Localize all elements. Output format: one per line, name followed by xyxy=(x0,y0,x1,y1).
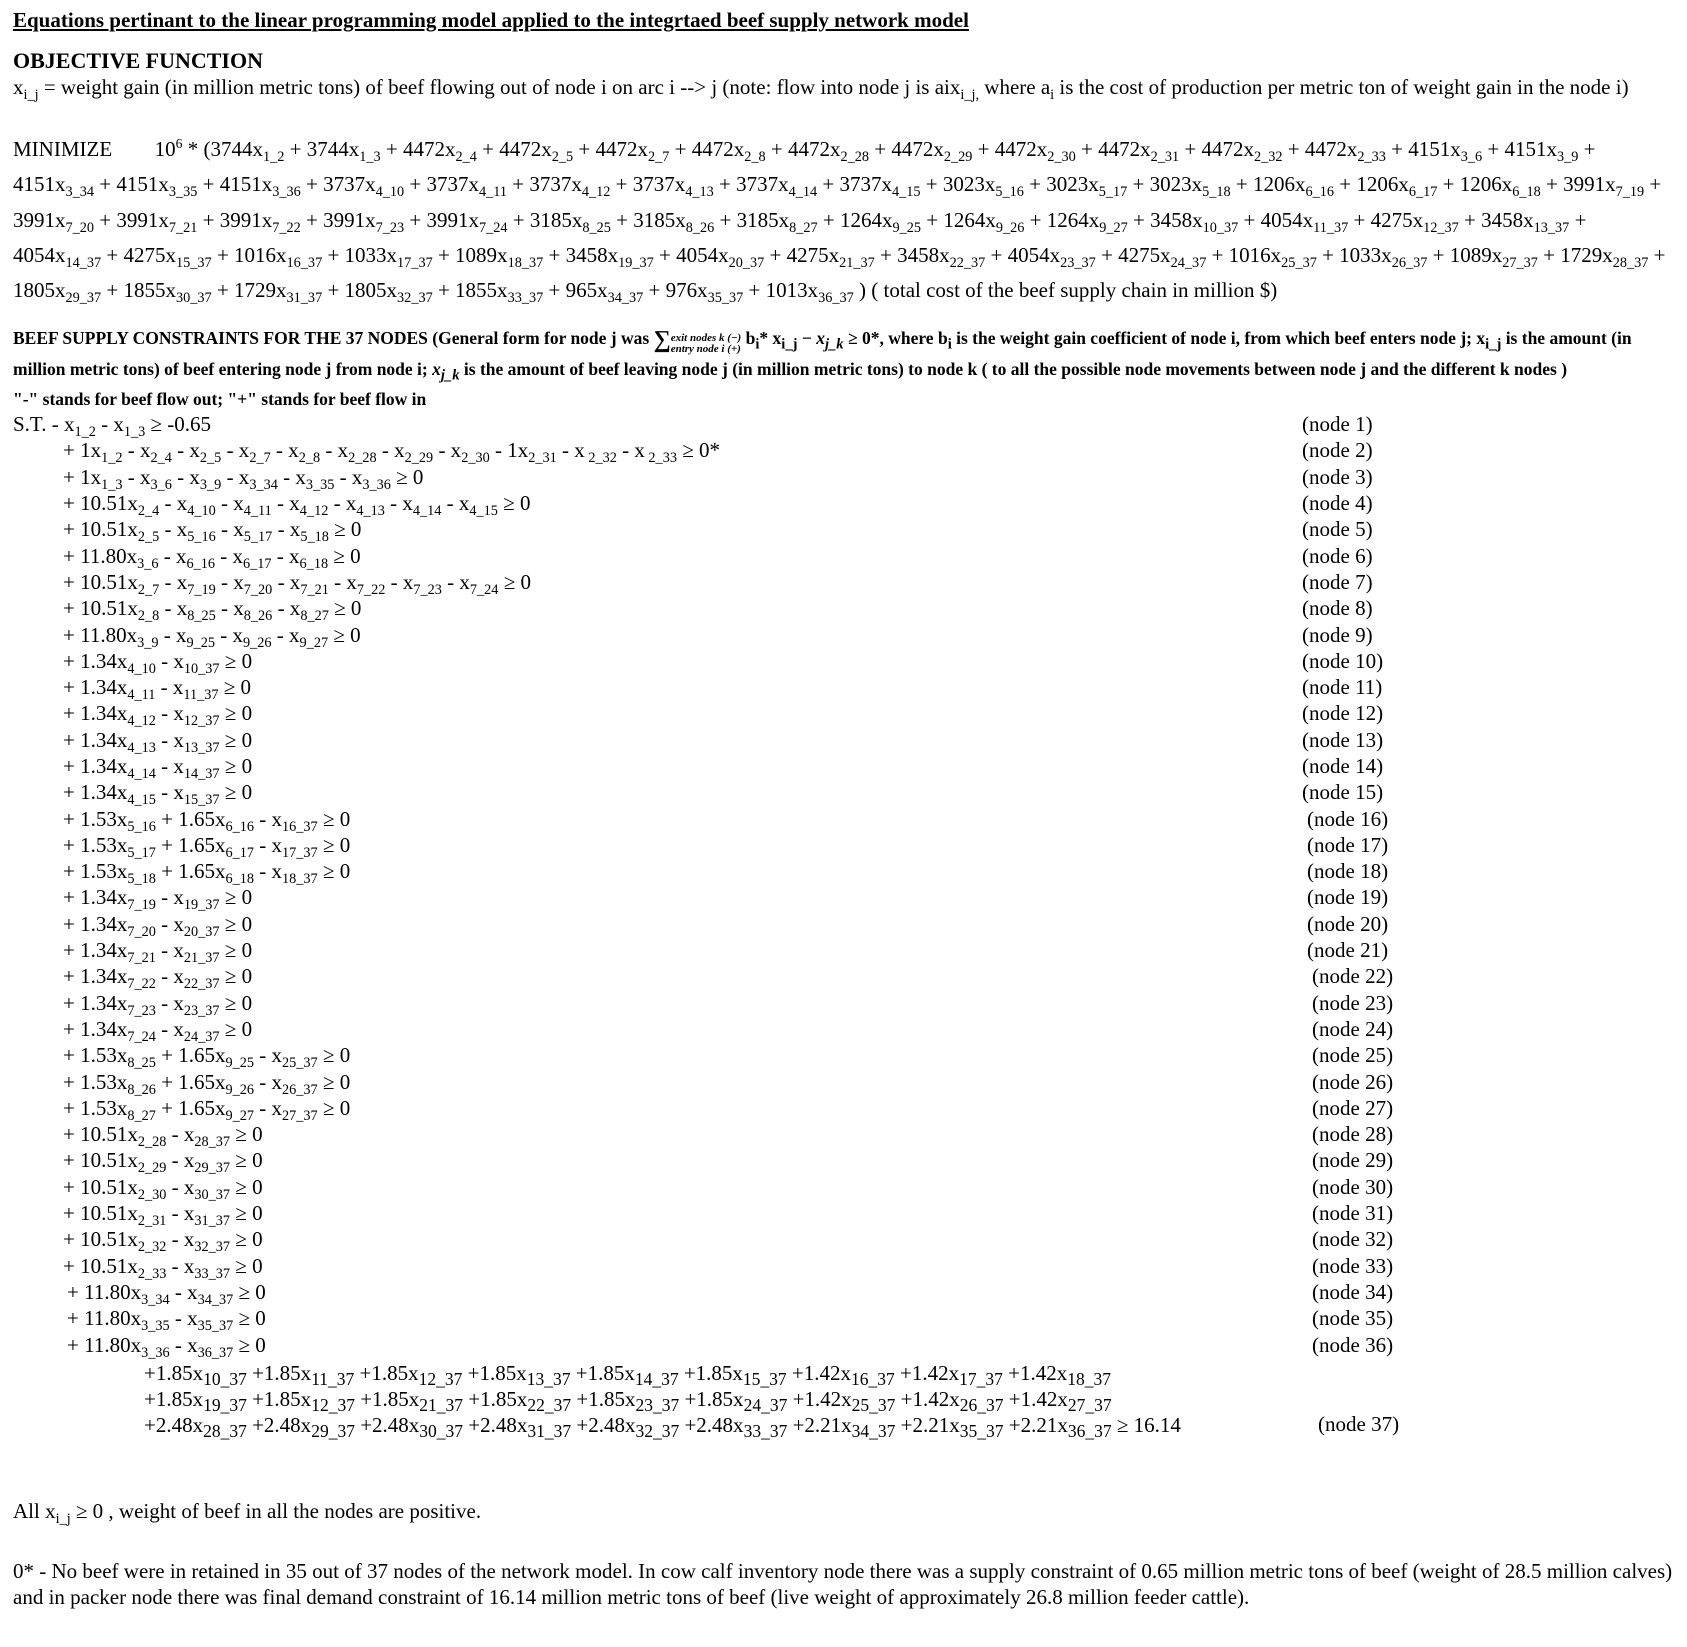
constraint-row xyxy=(13,569,1675,599)
objective-trailer: ( total cost of the beef supply chain in million $) xyxy=(871,277,1278,302)
constraint-node-label: (node 30) xyxy=(1312,1174,1394,1199)
constraint-row xyxy=(13,622,1675,651)
constraint-equation: + $10.51x_{2\_29} - x_{29\_37} \ge 0$ xyxy=(63,1148,263,1177)
constraint-equation: + $11.80x_{3\_36} - x_{36\_37} \ge 0$ xyxy=(67,1332,266,1361)
constraint-row xyxy=(13,937,1675,967)
constraint-equation: + $1.34x_{7\_19} - x_{19\_37} \ge 0$ xyxy=(63,885,253,914)
constraint-row xyxy=(13,595,1675,625)
constraint-node-label: (node 8) xyxy=(1302,596,1373,621)
constraint-equation: + $1.34x_{7\_23} - x_{23\_37} \ge 0$ xyxy=(63,990,253,1019)
constraint-equation: + $11.80x_{3\_34} - x_{34\_37} \ge 0$ xyxy=(67,1279,266,1309)
objective-expression: $10^6 * (3744x_{1\_2} + 3744x_{1\_3} + 4472x_{2\_4} + 4472x_{2\_5} + 4472x_{2\_7} + 4472x_{2\_8} + 4472x_{2\_28} + 4472x_{2\_29} + 4472x_{2\_30} + 4472x_{2\_31} + 4472x_{2\_32} + 4472x_{2\_33} + 4151x_{3\_6} + 4151x_{3\_9} + 4151x_{3\_34} + 4151x_{3\_35} + 4151x_{3\_36} + 3737x_{4\_10} + 3737x_{4\_11} + 3737x_{4\_12} + 3737x_{4\_13} + 3737x_{4\_14} + 3737x_{4\_15} + 3023x_{5\_16} + 3023x_{5\_17} + 3023x_{5\_18} + 1206x_{6\_16} + 1206x_{6\_17} + 1206x_{6\_18} + 3991x_{7\_19}$ + $3991x_{7\_20} + 3991x_{7\_21} + 3991x_{7\_22} + 3991x_{7\_23} + 3991x_{7\_24} + 3185x_{8\_25} + 3185x_{8\_26} + 3185x_{8\_27} + 1264x_{9\_25} + 1264x_{9\_26} + 1264x_{9\_27} + 3458x_{10\_37} + 4054x_{11\_37} + 4275x_{12\_37} + 3458x_{13\_37} + 4054x_{14\_37} + 4275x_{15\_37} + 1016x_{16\_37} + 1033x_{17\_37} + 1089x_{18\_37} + 3458x_{19\_37} + 4054x_{20\_37} + 4275x_{21\_37} + 3458x_{22\_37} + 4054x_{23\_37} + 4275x_{24\_37} + 1016x_{25\_37} + 1033x_{26\_37} + 1089x_{27\_37} + 1729x_{28\_37} + 1805x_{29\_37}$ + $1855x_{30\_37} + 1729x_{31\_37} + 1805x_{32\_37} + 1855x_{33\_37} + 965x_{34\_37} + 976x_{35\_37} + 1013x_{36\_37}$ ) xyxy=(13,136,1666,307)
constraint-equation: + $1.34x_{4\_15} - x_{15\_37} \ge 0$ xyxy=(63,780,253,809)
constraint-equation: + $10.51x_{2\_30} - x_{30\_37} \ge 0$ xyxy=(63,1174,263,1203)
constraint-equation: + $11.80x_{3\_35} - x_{35\_37} \ge 0$ xyxy=(67,1306,266,1335)
constraint-node-label: (node 23) xyxy=(1312,990,1394,1015)
constraint-equation: + $10.51x_{2\_4} - x_{4\_10} - x_{4\_11} - x_{4\_12} - x_{4\_13} - x_{4\_14} - x_{4\_15} \ge 0$ xyxy=(63,491,531,520)
constraint-row xyxy=(13,990,1675,1019)
node-37-line-3: $+2.48x_{28\_37} +2.48x_{29\_37} +2.48x_{30\_37} +2.48x_{31\_37} +2.48x_{32\_37} +2.48x_{33\_37} +2.21x_{34\_37} +2.21x_{35\_37} +2.21x_{36\_37} \ge 16.14$ xyxy=(144,1412,1181,1441)
constraint-node-label: (node 33) xyxy=(1312,1253,1394,1278)
constraint-row xyxy=(13,1226,1675,1256)
constraint-node-label: (node 29) xyxy=(1312,1148,1394,1173)
constraint-node-label: (node 26) xyxy=(1312,1069,1394,1094)
constraint-node-label: (node 14) xyxy=(1302,753,1384,778)
constraint-node-label: (node 24) xyxy=(1312,1016,1394,1041)
node-37-label: (node 37) xyxy=(1318,1411,1400,1436)
constraint-row xyxy=(13,437,1675,467)
constraint-row xyxy=(13,543,1675,572)
constraint-node-label: (node 20) xyxy=(1307,911,1389,936)
constraint-node-label: (node 6) xyxy=(1302,543,1373,568)
constraint-equation: + $1.34x_{4\_14} - x_{14\_37} \ge 0$ xyxy=(63,753,253,783)
constraint-equation: + $1.34x_{4\_11} - x_{11\_37} \ge 0$ xyxy=(63,675,252,704)
constraint-node-label: (node 31) xyxy=(1312,1201,1394,1226)
variable-definition: $x_{i\_j}$ = weight gain (in million metric tons) of beef flowing out of node i on arc i --> j (note: flow into node j is aix$_{i\_j,}$ where $a_i$ is the cost of production per metric ton of weight gain in the node i) xyxy=(13,75,1629,104)
constraint-row xyxy=(13,832,1675,862)
constraint-node-label: (node 9) xyxy=(1302,622,1373,647)
constraint-row xyxy=(13,1095,1675,1125)
constraint-equation: + $1.53x_{8\_26} + 1.65x_{9\_26} - x_{26\_37} \ge 0$ xyxy=(63,1069,351,1098)
constraint-equation: + $1x_{1\_3} - x_{3\_6} - x_{3\_9} - x_{3\_34} - x_{3\_35} - x_{3\_36} \ge 0$ xyxy=(63,464,424,493)
constraint-node-label: (node 28) xyxy=(1312,1122,1394,1147)
constraint-node-label: (node 17) xyxy=(1307,832,1389,857)
constraint-row xyxy=(13,1016,1675,1046)
constraint-row xyxy=(13,1069,1675,1098)
constraint-node-label: (node 21) xyxy=(1307,938,1389,963)
constraint-equation: + $10.51x_{2\_5} - x_{5\_16} - x_{5\_17} - x_{5\_18} \ge 0$ xyxy=(63,517,362,546)
constraints-definition: $b_i*$ $x_{i\_j} - x_{j\_k} \ge 0*$, where $b_i$ is the weight gain coefficient of node i, from which beef enters node j; $x_{i\_j}$ is the amount (in million metric tons) of beef entering node j from node i; $x_{j\_k}$ is the amount of beef leaving node j (in million metric tons) to node k ( to all the possible node movements between node j and the different k nodes ) xyxy=(13,328,1632,384)
constraint-equation: + $1.34x_{7\_20} - x_{20\_37} \ge 0$ xyxy=(63,911,253,940)
flow-legend: "-" stands for beef flow out; "+" stands for beef flow in xyxy=(13,389,427,410)
constraint-node-label: (node 19) xyxy=(1307,885,1389,910)
footnote: 0* - No beef were in retained in 35 out of 37 nodes of the network model. In cow calf inventory node there was a supply constraint of 0.65 million metric tons of beef (weight of 28.5 million calves) and in packer node there was final demand constraint of 16.14 million metric tons of beef (live weight of approximately 26.8 million feeder cattle). xyxy=(13,1559,1673,1609)
constraint-row xyxy=(13,1279,1675,1309)
constraint-row xyxy=(13,700,1675,730)
constraint-row xyxy=(13,1121,1675,1151)
constraint-row xyxy=(13,806,1675,835)
objective-function xyxy=(13,130,1675,312)
node-37-line-2: $+1.85x_{19\_37} +1.85x_{12\_37} +1.85x_{21\_37} +1.85x_{22\_37} +1.85x_{23\_37} +1.85x_{24\_37} +1.42x_{25\_37} +1.42x_{26\_37} +1.42x_{27\_37}$ xyxy=(144,1386,1112,1415)
constraint-equation: + $10.51x_{2\_28} - x_{28\_37} \ge 0$ xyxy=(63,1122,263,1151)
constraints-intro: BEEF SUPPLY CONSTRAINTS FOR THE 37 NODES (General form for node j was xyxy=(13,328,650,349)
constraint-node-label: (node 35) xyxy=(1312,1306,1394,1331)
constraint-node-label: (node 18) xyxy=(1307,859,1389,884)
constraint-row xyxy=(13,411,1675,441)
constraint-equation: + $10.51x_{2\_31} - x_{31\_37} \ge 0$ xyxy=(63,1201,263,1230)
objective-heading: OBJECTIVE FUNCTION xyxy=(13,48,263,73)
constraint-equation: S.T. - $x_{1\_2} - x_{1\_3} \ge -0.65$ xyxy=(13,412,212,441)
constraint-row xyxy=(13,516,1675,546)
node-37-line-1: $+1.85x_{10\_37} +1.85x_{11\_37} +1.85x_{12\_37} +1.85x_{13\_37} +1.85x_{14\_37} +1.85x_{15\_37} +1.42x_{16\_37} +1.42x_{17\_37} +1.42x_{18\_37}$ xyxy=(144,1360,1111,1389)
constraint-equation: + $1.53x_{8\_25} + 1.65x_{9\_25} - x_{25\_37} \ge 0$ xyxy=(63,1043,351,1072)
constraint-row xyxy=(13,884,1675,914)
constraint-row xyxy=(13,963,1675,993)
constraint-node-label: (node 25) xyxy=(1312,1043,1394,1068)
constraint-row xyxy=(13,1147,1675,1177)
constraint-row xyxy=(13,779,1675,809)
constraint-equation: + $10.51x_{2\_32} - x_{32\_37} \ge 0$ xyxy=(63,1227,263,1256)
constraint-node-label: (node 36) xyxy=(1312,1332,1394,1357)
document-page xyxy=(13,8,1675,1610)
constraint-row xyxy=(13,727,1675,756)
constraint-equation: + $1.34x_{7\_22} - x_{22\_37} \ge 0$ xyxy=(63,964,253,993)
document-title: Equations pertinant to the linear programming model applied to the integrtaed beef supply network model xyxy=(13,8,969,32)
sum-limits xyxy=(671,333,742,355)
constraint-equation: + $1.34x_{4\_13} - x_{13\_37} \ge 0$ xyxy=(63,727,253,756)
constraint-equation: + $11.80x_{3\_6} - x_{6\_16} - x_{6\_17} - x_{6\_18} \ge 0$ xyxy=(63,543,361,572)
sum-symbol: ∑ xyxy=(653,327,671,354)
constraint-equation: + $1.34x_{4\_12} - x_{12\_37} \ge 0$ xyxy=(63,701,253,730)
constraint-row xyxy=(13,1042,1675,1072)
constraint-equation: + $10.51x_{2\_8} - x_{8\_25} - x_{8\_26} - x_{8\_27} \ge 0$ xyxy=(63,596,362,625)
constraint-equation: + $1.34x_{4\_10} - x_{10\_37} \ge 0$ xyxy=(63,648,253,677)
constraint-equation: + $10.51x_{2\_7} - x_{7\_19} - x_{7\_20} - x_{7\_21} - x_{7\_22} - x_{7\_23} - x_{7\_24} \ge 0$ xyxy=(63,569,531,599)
constraint-equation: + $1x_{1\_2} - x_{2\_4} - x_{2\_5} - x_{2\_7} - x_{2\_8} - x_{2\_28} - x_{2\_29} - x_{2\_30} - 1x_{2\_31}$ - x $_{2\_32}$ - x $_{2\_33}$ ≥ 0* xyxy=(63,438,720,467)
constraint-equation: + $1.53x_{5\_16} + 1.65x_{6\_16} - x_{16\_37} \ge 0$ xyxy=(63,806,351,835)
constraints-list xyxy=(13,411,1675,1361)
constraint-node-label: (node 10) xyxy=(1302,648,1384,673)
constraint-equation: + $1.34x_{7\_21} - x_{21\_37} \ge 0$ xyxy=(63,938,253,967)
constraint-node-label: (node 13) xyxy=(1302,727,1384,752)
constraints-header xyxy=(13,326,1675,411)
constraint-equation: + $10.51x_{2\_33} - x_{33\_37} \ge 0$ xyxy=(63,1253,263,1282)
constraint-equation: + $1.53x_{5\_17} + 1.65x_{6\_17} - x_{17\_37} \ge 0$ xyxy=(63,832,351,862)
constraint-node-label: (node 15) xyxy=(1302,780,1384,805)
sum-lower: entry node i (+) xyxy=(670,343,741,356)
constraint-row xyxy=(13,1174,1675,1203)
constraint-equation: + $1.34x_{7\_24} - x_{24\_37} \ge 0$ xyxy=(63,1016,253,1046)
minimize-label: MINIMIZE xyxy=(13,137,113,162)
constraint-node-label: (node 34) xyxy=(1312,1279,1394,1304)
constraint-node-label: (node 16) xyxy=(1307,806,1389,831)
constraint-node-label: (node 3) xyxy=(1302,464,1373,489)
constraint-row xyxy=(13,1305,1675,1335)
constraint-row xyxy=(13,490,1675,520)
constraint-node-label: (node 5) xyxy=(1302,517,1373,542)
constraint-node-label: (node 1) xyxy=(1302,412,1373,437)
constraint-row xyxy=(13,674,1675,704)
constraint-row xyxy=(13,858,1675,888)
sum-upper: exit nodes k (−) xyxy=(670,332,742,345)
constraint-node-label: (node 22) xyxy=(1312,964,1394,989)
node-37-constraint xyxy=(13,1360,1675,1440)
constraint-row xyxy=(13,464,1675,493)
constraint-row xyxy=(13,753,1675,783)
constraint-row xyxy=(13,1332,1675,1361)
constraint-row xyxy=(13,648,1675,677)
constraint-equation: + $1.53x_{5\_18} + 1.65x_{6\_18} - x_{18\_37} \ge 0$ xyxy=(63,859,351,888)
constraint-node-label: (node 32) xyxy=(1312,1227,1394,1252)
constraint-node-label: (node 4) xyxy=(1302,491,1373,516)
constraint-equation: + $11.80x_{3\_9} - x_{9\_25} - x_{9\_26} - x_{9\_27} \ge 0$ xyxy=(63,622,361,651)
constraint-node-label: (node 12) xyxy=(1302,701,1384,726)
nonnegativity-statement: All $x_{i\_j} \ge 0$ , weight of beef in all the nodes are positive. xyxy=(13,1498,482,1527)
constraint-node-label: (node 11) xyxy=(1302,675,1383,700)
constraint-row xyxy=(13,911,1675,940)
constraint-row xyxy=(13,1200,1675,1230)
constraint-node-label: (node 7) xyxy=(1302,569,1373,594)
constraint-node-label: (node 27) xyxy=(1312,1095,1394,1120)
constraint-node-label: (node 2) xyxy=(1302,438,1373,463)
constraint-equation: + $1.53x_{8\_27} + 1.65x_{9\_27} - x_{27\_37} \ge 0$ xyxy=(63,1095,351,1125)
constraint-row xyxy=(13,1253,1675,1282)
